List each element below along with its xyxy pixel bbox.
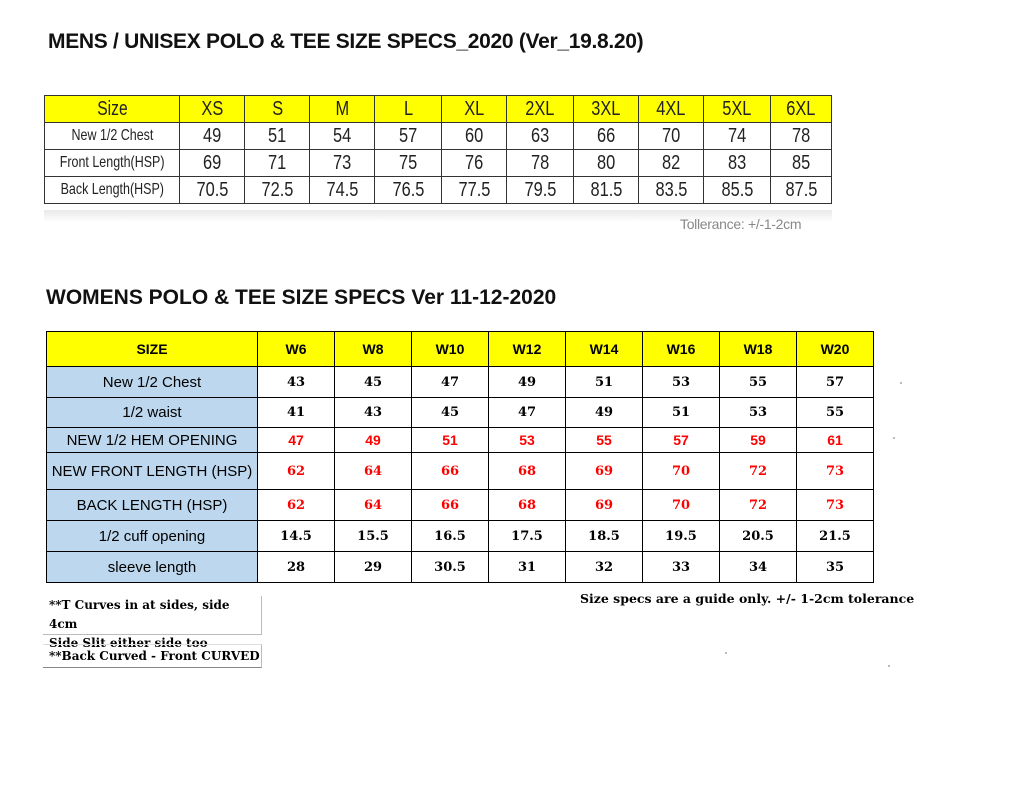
- mens-row-front-length: [45, 150, 832, 177]
- table-cell: 54: [310, 123, 375, 150]
- table-cell: 64: [335, 490, 412, 521]
- table-cell: 55: [797, 398, 874, 428]
- table-cell: 20.5: [720, 521, 797, 552]
- womens-header-cell: W16: [643, 332, 720, 367]
- table-cell: 49: [180, 123, 245, 150]
- table-cell: 66: [574, 123, 639, 150]
- table-cell: 74.5: [310, 177, 375, 204]
- table-cell: 34: [720, 552, 797, 583]
- mens-title: MENS / UNISEX POLO & TEE SIZE SPECS_2020 (Ver_19.8.20): [48, 30, 644, 53]
- table-cell: 19.5: [643, 521, 720, 552]
- table-cell: 33: [643, 552, 720, 583]
- table-cell: 70: [643, 453, 720, 490]
- curved-note: **Back Curved - Front CURVED: [43, 644, 262, 668]
- mens-row-chest: [45, 123, 832, 150]
- table-cell: 61: [797, 428, 874, 453]
- row-label: NEW FRONT LENGTH (HSP): [47, 453, 258, 490]
- table-cell: 83: [704, 150, 771, 177]
- note-line: Side Slit either side too: [49, 636, 208, 650]
- table-cell: 49: [566, 398, 643, 428]
- table-cell: 70: [643, 490, 720, 521]
- table-cell: 51: [566, 367, 643, 398]
- womens-size-table: [46, 331, 874, 583]
- table-cell: 70: [639, 123, 704, 150]
- womens-header-cell: W8: [335, 332, 412, 367]
- table-cell: 43: [335, 398, 412, 428]
- row-label: 1/2 waist: [47, 398, 258, 428]
- note-line: **T Curves in at sides, side 4cm: [49, 598, 230, 631]
- table-cell: 45: [335, 367, 412, 398]
- table-cell: 73: [310, 150, 375, 177]
- table-cell: 76.5: [375, 177, 442, 204]
- table-cell: 49: [489, 367, 566, 398]
- table-cell: 47: [258, 428, 335, 453]
- table-cell: 51: [245, 123, 310, 150]
- womens-header-cell: W18: [720, 332, 797, 367]
- bottom-dots: [56, 795, 896, 797]
- table-cell: 60: [442, 123, 507, 150]
- table-cell: 68: [489, 453, 566, 490]
- table-cell: 72: [720, 490, 797, 521]
- table-cell: 69: [566, 453, 643, 490]
- table-cell: 77.5: [442, 177, 507, 204]
- mens-header-row: [45, 96, 832, 123]
- table-cell: 64: [335, 453, 412, 490]
- table-cell: 21.5: [797, 521, 874, 552]
- table-cell: 74: [704, 123, 771, 150]
- womens-version: Ver 11-12-2020: [411, 286, 557, 309]
- row-label: New 1/2 Chest: [47, 367, 258, 398]
- table-cell: 14.5: [258, 521, 335, 552]
- table-cell: 45: [412, 398, 489, 428]
- womens-row-sleeve-length: [47, 552, 874, 583]
- table-cell: 35: [797, 552, 874, 583]
- mens-header-cell: 4XL: [639, 96, 704, 123]
- table-cell: 57: [797, 367, 874, 398]
- table-cell: 68: [489, 490, 566, 521]
- table-cell: 73: [797, 490, 874, 521]
- womens-title: [46, 286, 556, 310]
- row-label: New 1/2 Chest: [45, 123, 180, 150]
- table-cell: 59: [720, 428, 797, 453]
- guide-note: Size specs are a guide only. +/- 1-2cm tolerance: [580, 591, 915, 606]
- table-cell: 17.5: [489, 521, 566, 552]
- stray-dot: [888, 665, 890, 667]
- table-cell: 79.5: [507, 177, 574, 204]
- mens-header-cell: 3XL: [574, 96, 639, 123]
- mens-header-cell: 5XL: [704, 96, 771, 123]
- table-cell: 72: [720, 453, 797, 490]
- table-cell: 47: [412, 367, 489, 398]
- mens-header-cell: S: [245, 96, 310, 123]
- table-cell: 47: [489, 398, 566, 428]
- table-cell: 18.5: [566, 521, 643, 552]
- womens-header-cell: SIZE: [47, 332, 258, 367]
- table-cell: 63: [507, 123, 574, 150]
- row-label: NEW 1/2 HEM OPENING: [47, 428, 258, 453]
- womens-row-hem-opening: [47, 428, 874, 453]
- table-cell: 51: [643, 398, 720, 428]
- womens-row-waist: [47, 398, 874, 428]
- row-label: sleeve length: [47, 552, 258, 583]
- table-cell: 53: [489, 428, 566, 453]
- table-cell: 30.5: [412, 552, 489, 583]
- table-cell: 72.5: [245, 177, 310, 204]
- stray-dot: [725, 652, 727, 654]
- table-cell: 62: [258, 453, 335, 490]
- table-cell: 29: [335, 552, 412, 583]
- table-cell: 15.5: [335, 521, 412, 552]
- table-cell: 83.5: [639, 177, 704, 204]
- womens-header-cell: W12: [489, 332, 566, 367]
- table-cell: 16.5: [412, 521, 489, 552]
- table-cell: 53: [643, 367, 720, 398]
- womens-row-chest: [47, 367, 874, 398]
- stray-dot: [893, 437, 895, 439]
- table-cell: 66: [412, 490, 489, 521]
- table-cell: 87.5: [771, 177, 832, 204]
- table-cell: 31: [489, 552, 566, 583]
- table-cell: 78: [771, 123, 832, 150]
- table-cell: 69: [566, 490, 643, 521]
- womens-header-cell: W20: [797, 332, 874, 367]
- table-cell: 85: [771, 150, 832, 177]
- row-label: Back Length(HSP): [45, 177, 180, 204]
- table-cell: 70.5: [180, 177, 245, 204]
- mens-header-cell: Size: [45, 96, 180, 123]
- table-cell: 28: [258, 552, 335, 583]
- table-cell: 80: [574, 150, 639, 177]
- mens-header-cell: XL: [442, 96, 507, 123]
- table-cell: 78: [507, 150, 574, 177]
- mens-header-cell: L: [375, 96, 442, 123]
- table-cell: 49: [335, 428, 412, 453]
- womens-header-row: [47, 332, 874, 367]
- womens-header-cell: W6: [258, 332, 335, 367]
- table-cell: 57: [643, 428, 720, 453]
- table-cell: 69: [180, 150, 245, 177]
- table-cell: 53: [720, 398, 797, 428]
- stray-dot: [900, 382, 902, 384]
- womens-row-cuff-opening: [47, 521, 874, 552]
- mens-header-cell: XS: [180, 96, 245, 123]
- table-cell: 85.5: [704, 177, 771, 204]
- row-label: BACK LENGTH (HSP): [47, 490, 258, 521]
- tolerance-note: Tollerance: +/-1-2cm: [680, 216, 802, 232]
- table-cell: 32: [566, 552, 643, 583]
- table-cell: 41: [258, 398, 335, 428]
- row-label: 1/2 cuff opening: [47, 521, 258, 552]
- mens-row-back-length: [45, 177, 832, 204]
- womens-row-front-length: [47, 453, 874, 490]
- side-curve-note: [43, 596, 262, 650]
- womens-row-back-length: [47, 490, 874, 521]
- table-cell: 62: [258, 490, 335, 521]
- mens-header-cell: 2XL: [507, 96, 574, 123]
- table-cell: 75: [375, 150, 442, 177]
- table-cell: 71: [245, 150, 310, 177]
- table-cell: 57: [375, 123, 442, 150]
- mens-header-cell: M: [310, 96, 375, 123]
- table-cell: 43: [258, 367, 335, 398]
- table-cell: 76: [442, 150, 507, 177]
- table-cell: 66: [412, 453, 489, 490]
- table-cell: 73: [797, 453, 874, 490]
- row-label: Front Length(HSP): [45, 150, 180, 177]
- mens-header-cell: 6XL: [771, 96, 832, 123]
- womens-title-text: WOMENS POLO & TEE SIZE SPECS: [46, 286, 406, 309]
- womens-header-cell: W10: [412, 332, 489, 367]
- table-cell: 81.5: [574, 177, 639, 204]
- table-cell: 55: [720, 367, 797, 398]
- table-cell: 51: [412, 428, 489, 453]
- womens-header-cell: W14: [566, 332, 643, 367]
- table-cell: 82: [639, 150, 704, 177]
- mens-size-table: [44, 95, 832, 204]
- table-cell: 55: [566, 428, 643, 453]
